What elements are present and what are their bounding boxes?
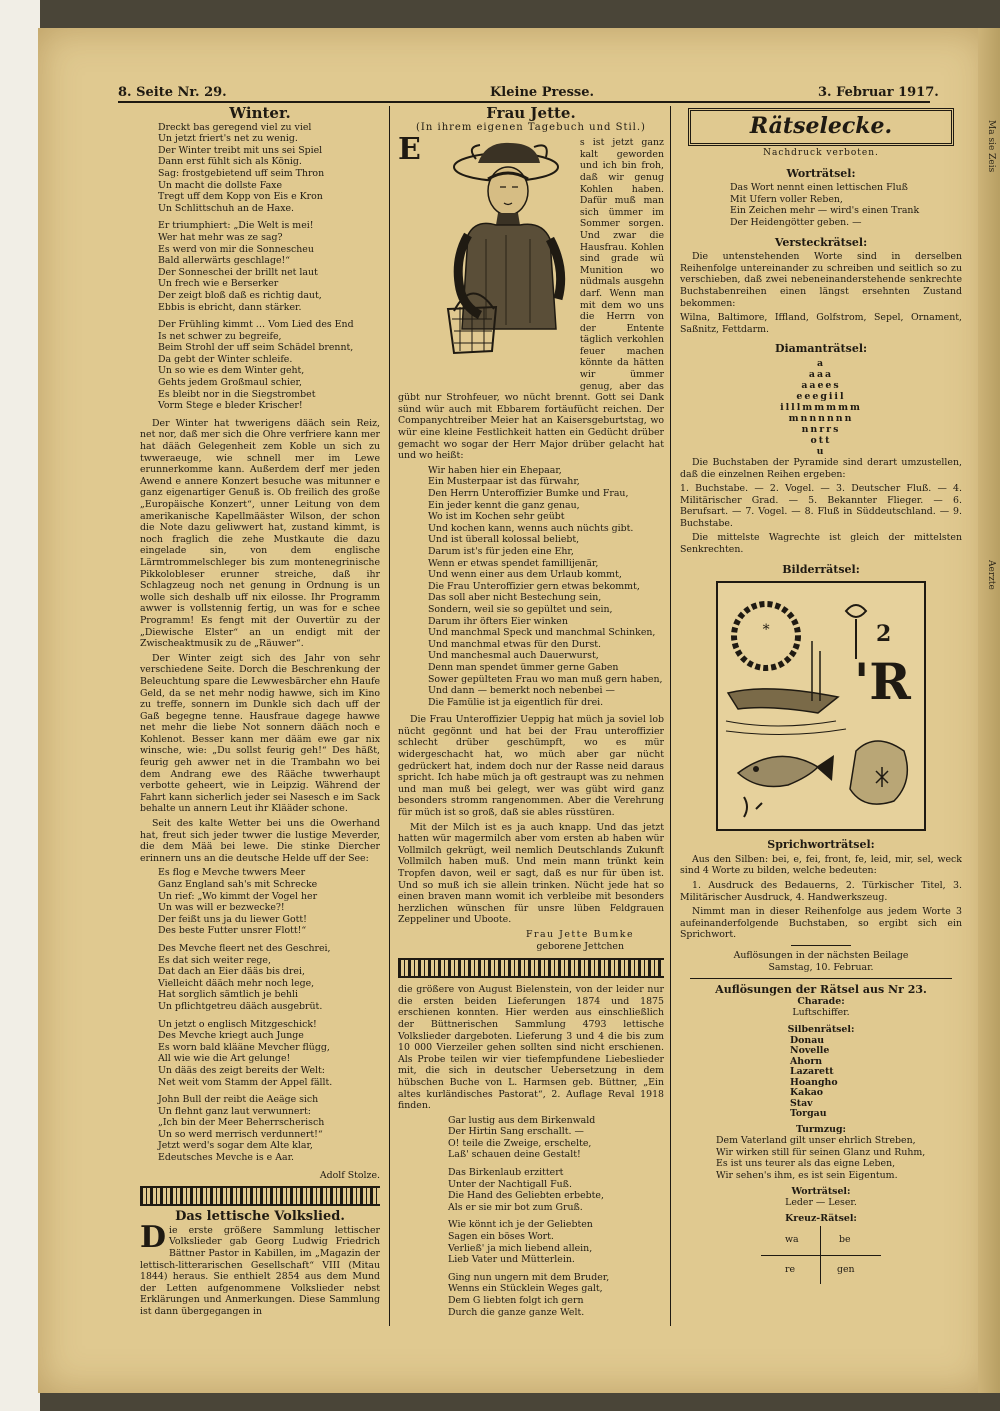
winter-stanza-2 — [158, 220, 380, 313]
poem-line: Wo ist im Kochen sehr geübt — [428, 511, 565, 523]
lied-dropcap: D — [140, 1219, 167, 1255]
frau-poem — [428, 465, 664, 708]
diamant-note: Die mittelste Wagrechte ist gleich der mittelsten Senkrechten. — [680, 532, 962, 556]
answer-word: Donau — [790, 1034, 825, 1046]
poem-line: Un rief: „Wo kimmt der Vogel her — [158, 890, 318, 902]
diamant-title: Diamanträtsel: — [774, 342, 868, 356]
poem-line: Vielleicht dääch mehr noch lege, — [158, 977, 315, 989]
poem-line: Ganz England sah's mit Schrecke — [158, 879, 318, 890]
poem-line: Laß' schauen deine Gestalt! — [448, 1149, 581, 1161]
winter-stanza-7 — [158, 1094, 380, 1164]
turm-title: Turmzug: — [796, 1123, 846, 1135]
column-raetselecke — [680, 108, 962, 1284]
riddle-line: Der Heidengötter geben. — — [730, 216, 862, 228]
poem-line: Durch die ganze ganze Welt. — [448, 1306, 585, 1318]
poem-line: Tregt uff dem Kopp von Eis e Kron — [158, 191, 323, 203]
lied-title: Das lettische Volkslied. — [175, 1209, 345, 1225]
rebus-picture — [716, 581, 926, 831]
poem-line: Der Hirtin Sang erschallt. — — [448, 1126, 584, 1138]
spruch-title: Sprichworträtsel: — [767, 838, 875, 852]
charade-title: Charade: — [797, 995, 845, 1007]
aufl-title: Auflösungen der Rätsel aus Nr 23. — [715, 983, 927, 997]
poem-line: Er triumphiert: „Die Welt is mei! — [158, 220, 314, 232]
answer-word: Stav — [790, 1097, 813, 1109]
lied-poem-3 — [448, 1219, 664, 1265]
poem-line: Vorm Stege e bleder Krischer! — [158, 400, 303, 412]
poem-line: Wer hat mehr was ze sag? — [158, 231, 283, 243]
scan-background — [0, 0, 40, 1411]
column-rule-1 — [389, 106, 390, 1326]
edge-text-lower: Aerzte — [986, 560, 996, 590]
poem-line: Wenn er etwas spendet famillijenär, — [428, 557, 599, 569]
poem-line: Darum ihr öfters Eier winken — [428, 615, 568, 627]
answer-line: Wir wirken still für seinen Glanz und Ruhm, — [716, 1146, 926, 1158]
frau-paragraph-1: Die Frau Unteroffizier Ueppig hat müch ja soviel lob nücht gegönnt und hat bei der Frau unteroffizier schlecht drüber geschümpft, wo es mür widergeschacht hat, wo müch aber gar nücht gedrückert hat, indem doch nur der Rasse neid daraus spricht. Ich habe müch ja oft gestraupt was zu nehmen und man muß bei gelegt, wer was gübt wird ganz besonders stromm rangenommen. Aber die Verehrung für müch ist so groß, daß sie ables rüsstüren. — [398, 714, 664, 819]
short-rule — [791, 945, 851, 946]
spruch-note: Nimmt man in dieser Reihenfolge aus jedem Worte 3 aufeinanderfolgende Buchstaben, so ergibt sich ein Sprichwort. — [680, 906, 962, 941]
frau-signature-sub: geborene Jettchen — [536, 940, 624, 952]
diamant-pyramid — [680, 358, 962, 457]
poem-line: Wie könnt ich je der Geliebten — [448, 1219, 593, 1231]
winter-stanza-6 — [158, 1019, 380, 1089]
poem-line: Sower gepülteten Frau wo man muß gern haben, — [428, 673, 663, 685]
winter-stanza-3 — [158, 319, 380, 412]
poem-line: Es dat sich weiter rege, — [158, 954, 271, 966]
poem-line: Das Birkenlaub erzittert — [448, 1167, 564, 1179]
poem-line: Ein jeder kennt die ganz genau, — [428, 499, 580, 511]
poem-line: Des Mevche kriegt auch Junge — [158, 1030, 304, 1042]
poem-line: Un so wie es dem Winter geht, — [158, 365, 305, 377]
lied-poem-4 — [448, 1272, 664, 1318]
header-page-number: 8. Seite Nr. 29. — [118, 85, 227, 100]
raetsel-title: Rätselecke. — [749, 113, 893, 139]
poem-line: Ebbis is ebricht, dann stärker. — [158, 301, 302, 313]
edge-text-upper: Ma sie Zeis — [986, 120, 996, 173]
poem-line: Un jetzt friert's net zu wenig. — [158, 133, 298, 145]
poem-line: Es werd von mir die Sonnescheu — [158, 243, 314, 255]
poem-line: Und manchmal etwas für den Durst. — [428, 638, 602, 650]
frau-signature: Frau Jette Bumke — [525, 928, 634, 940]
diamant-row: aaa — [808, 368, 834, 380]
diamant-row: eeegiil — [796, 390, 846, 402]
poem-line: Un Schlittschuh an de Haxe. — [158, 202, 295, 214]
poem-line: John Bull der reibt die Aeäge sich — [158, 1094, 319, 1106]
winter-paragraph-2: Der Winter zeigt sich des Jahr von sehr verschiedene Seite. Dorch die Beschrenkung der Beleuchtung spare die Lewwesbärcher ehn Haufe Geld, da se net mehr nodig hawwe, sich im Kino zu treffe, sonnern im Dunkle sich dach uff der Gaß begegne tenne. Hausfraue dagege hawwe net mehr die liebe Not sonnern dääch noch e Kohlenot. Besser kann mer dääm ewe gar nix winsche, wie: „Du sollst feurig geh!“ Des häßt, feurig geh awwer net in die Trambahn wo bei dem Andrang ewe des Rääche twwerhaupt verbotte geheert, wie in Leipzig. Während der Fahrt kann sicherlich jeder sei Nasesch e im Sack behalte un annern Leut ihr Klääder schone. — [140, 652, 380, 815]
poem-line: Denn man spendet ümmer gerne Gaben — [428, 661, 619, 673]
poem-line: Lieb Vater und Mütterlein. — [448, 1254, 575, 1266]
kreuz-cell: re — [785, 1264, 796, 1276]
diamant-text: Die Buchstaben der Pyramide sind derart umzustellen, daß die einzelnen Reihen ergeben: — [680, 456, 962, 480]
poem-line: Und wenn einer aus dem Urlaub kommt, — [428, 569, 622, 581]
poem-line: Der Frühling kimmt … Vom Lied des End — [158, 319, 354, 331]
poem-line: Der zeigt bloß daß es richtig daut, — [158, 289, 322, 301]
poem-line: Die Famülie ist ja eigentlich für drei. — [428, 696, 604, 708]
winter-stanza-1 — [158, 122, 380, 215]
poem-line: Is net schwer zu begreife, — [158, 330, 282, 342]
poem-line: Ging nun ungern mit dem Bruder, — [448, 1271, 610, 1283]
poem-line: Es flog e Mevche twwers Meer — [158, 867, 306, 879]
bilder-title: Bilderrätsel: — [782, 562, 860, 576]
poem-line: Gar lustig aus dem Birkenwald — [448, 1114, 596, 1126]
poem-line: Da gebt der Winter schleife. — [158, 353, 293, 365]
column-rule-2 — [670, 106, 671, 1326]
winter-paragraph-1: Der Winter hat twwerigens dääch sein Reiz, net nor, daß mer sich die Ohre verfriere kann mer hat dääch Gelegenheit zem Koble un sich zu twweraeuge, wie schnell mer im Lewe erunnerkomme kann. Außerdem derf mer jeden Awend e annere Konzert besuche was mitunner e ganz eigenartiger Genuß is. Ob freilich des große „Europäische Konzert“, unner Leitung von dem amerikanische Kapellmääster Wilson, der schon die Note dazu geliwwert hat, zustand kimmt, is noch fraglich die zehe Mustkaute die dazu eingelade sin, von dem englische Lärmtrommelschleger bis zum montenegrinische Pikkolobleser erunner streiche, daß ihr Schlagzeug noch net genung in Ordnung is un wolle sich deshalb uff nix eilosse. Ihr Programm awwer is vollstennig fertig, un was for e schee Programm! Es fengt mit der Ouvertür zu der „Diewische Elster“ an un endigt mit der Zwischeaktmusik zu de „Räuwer“. — [140, 417, 380, 650]
poem-line: Des Mevche fleert net des Geschrei, — [158, 942, 331, 954]
poem-line: Das soll aber nicht Bestechung sein, — [428, 592, 602, 604]
poem-line: Dat dach an Eier dääs bis drei, — [158, 966, 305, 978]
poem-line: Jetzt werd's sogar dem Alte klar, — [158, 1140, 313, 1152]
poem-line: Es bleibt nor in die Siegstrombet — [158, 388, 316, 400]
raetsel-title-box — [688, 108, 954, 146]
poem-line: Un flehnt ganz laut verwunnert: — [158, 1105, 311, 1117]
poem-line: Bald allerwärts geschlage!“ — [158, 255, 291, 267]
poem-line: Dann erst fühlt sich als König. — [158, 156, 302, 168]
aufl-note-1: Auflösungen in der nächsten Beilage — [733, 950, 909, 961]
poem-line: Un pflichtgetreu dääch ausgebrüt. — [158, 1000, 323, 1012]
answer-word: Kakao — [790, 1087, 824, 1099]
kreuz-cell: wa — [785, 1234, 799, 1246]
poem-line: Und manchesmal auch Dauerwurst, — [428, 650, 599, 662]
spruch-list: 1. Ausdruck des Bedauerns, 2. Türkischer Titel, 3. Militärischer Ausdruck, 4. Handwerkszeug. — [680, 880, 962, 903]
riddle-line: Das Wort nennt einen lettischen Fluß — [730, 182, 908, 194]
lied-poem-1 — [448, 1115, 664, 1161]
poem-line: Der Sonneschei der brillt net laut — [158, 266, 318, 278]
poem-line: Sondern, weil sie so gepültet und sein, — [428, 603, 613, 615]
adjacent-page-edge — [978, 28, 1000, 1393]
poem-line: Gehts jedem Großmaul schier, — [158, 377, 302, 389]
poem-line: Un so werd merrisch verdunnert!“ — [158, 1128, 323, 1140]
ornamental-divider — [140, 1186, 380, 1206]
poem-line: Edeutsches Mevche is e Aar. — [158, 1152, 295, 1164]
lied-continued: die größere von August Bielenstein, von der leider nur die ersten beiden Lieferungen 1874 und 1875 erschienen konnten. Hier werden aus einschließlich der Büttnerischen Sammlung 4793 lettische Volkslieder dargeboten. Lieferung 3 und 4 die bis zum 10 000 Vierzeiler gehen sollten sind nicht erschienen. Als Probe teilen wir vier tiefempfundene Liebeslieder mit, die sich in deutscher Uebersetzung in dem hübschen Buche von L. Harmsen geb. Büttner, „Ein altes kurländisches Pastorat“, 2. Auflage Reval 1918 finden. — [398, 984, 664, 1112]
turm-answer — [716, 1135, 962, 1181]
poem-line: Beim Strohl der uff seim Schädel brennt, — [158, 342, 354, 354]
wort2-title: Worträtsel: — [791, 1185, 851, 1197]
diamant-row: nnrrs — [801, 423, 841, 435]
versteck-text: Die untenstehenden Worte sind in derselben Reihenfolge untereinander zu schreiben und seitlich so zu verschieben, daß zwei nebeneinanderstehende senkrechte Buchstabenreihen einen längst ersehnten Zustand bekommen: — [680, 251, 962, 309]
frau-intro: s ist jetzt ganz kalt geworden und ich bin froh, daß wir genug Kohlen haben. Dafür muß man sich ümmer im Sommer sorgen. Und zwar die Hausfrau. Kohlen sind grade wü Munition wo nüdmals ausgehn darf. Wenn man mit dem wo uns die Herrn von der Entente täglich verkohlen feuer machen könnte da hätten wir ümmer genug, aber das gübt nur Strohfeuer, wo nücht brennt. Gott sei Dank sünd wür auch mit Ebbarem fortäufücht reichen. Der Companychtreiber Meier hat an Kaisersgeburtstag, wo wür eine kleine Festlichkeit hatten ein Gedücht drüber gemacht wo sogar der Herr Major drüber gelacht hat und wo heißt: — [398, 137, 664, 462]
riddle-line: Mit Ufern voller Reben, — [730, 193, 843, 205]
poem-line: Und dann — bemerkt noch nebenbei — — [428, 685, 615, 697]
rebus-mark-two: 2 — [876, 621, 892, 648]
poem-line: Der feißt uns ja du liewer Gott! — [158, 913, 307, 925]
poem-line: Un frech wie e Berserker — [158, 278, 279, 290]
poem-line: Sag: frostgebietend uff seim Thron — [158, 167, 325, 179]
poem-line: Und manchmal Speck und manchmal Schinken, — [428, 627, 656, 639]
poem-line: Und kochen kann, wenns auch nüchts gibt. — [428, 522, 634, 534]
header-date: 3. Februar 1917. — [818, 85, 939, 100]
poem-line: Net weit vom Stamm der Appel fällt. — [158, 1076, 333, 1088]
answer-line: Wir sehen's ihm, es ist sein Eigentum. — [716, 1169, 898, 1181]
poem-line: Und ist überall kolossal beliebt, — [428, 534, 580, 546]
poem-line: Sagen ein böses Wort. — [448, 1231, 554, 1243]
wort-title: Worträtsel: — [786, 166, 856, 180]
poem-line: Wenns ein Stücklein Weges galt, — [448, 1283, 603, 1295]
versteck-title: Versteckrätsel: — [774, 235, 868, 249]
diamant-row: mnnnnnn — [788, 412, 854, 424]
winter-stanza-4 — [158, 867, 380, 937]
diamant-row: illlmmmmm — [780, 401, 862, 413]
poem-line: Darum ist's für jeden eine Ehr, — [428, 545, 574, 557]
wort-riddle — [730, 182, 962, 228]
kreuz-line-horizontal — [761, 1255, 881, 1256]
kreuz-title: Kreuz-Rätsel: — [785, 1212, 857, 1224]
poem-line: Wir haben hier ein Ehepaar, — [428, 464, 562, 476]
kreuz-cell: gen — [837, 1264, 855, 1276]
header-rule — [118, 101, 930, 103]
winter-stanza-5 — [158, 943, 380, 1013]
riddle-line: Ein Zeichen mehr — wird's einen Trank — [730, 205, 920, 217]
poem-line: „Ich bin der Meer Beherrscherisch — [158, 1117, 325, 1129]
rebus-mark-r: 'R — [854, 652, 911, 712]
column-winter — [140, 104, 380, 1321]
winter-paragraph-3: Seit des kalte Wetter bei uns die Owerhand hat, freut sich jeder twwer die lustige Meverder, die dem Mää bei lewe. Die stinke Diercher erinnern uns an die deutsche Helde uff der See: — [140, 818, 380, 864]
poem-line: Die Frau Unteroffizier gern etwas bekommt, — [428, 580, 640, 592]
answer-word: Torgau — [790, 1108, 827, 1120]
diamant-row: u — [816, 445, 826, 457]
lied-poem-2 — [448, 1167, 664, 1213]
lied-paragraph: ie erste größere Sammlung lettischer Volkslieder gab Georg Ludwig Friedrich Bättner Pastor in Kabillen, im „Magazin der lettisch-litterarischen Gesellschaft“ VIII (Mitau 1844) heraus. Sie enthielt 2854 aus dem Mund der Letten aufgenommene Volkslieder nebst Erklärungen und Anmerkungen. Diese Sammlung ist dann übergegangen in — [140, 1224, 380, 1317]
answer-word: Hoangho — [790, 1076, 838, 1088]
answer-word: Novelle — [790, 1045, 830, 1057]
frau-paragraph-2: Mit der Milch ist es ja auch knapp. Und das jetzt hatten wür magermilch aber vom ersten ab haben wür Vollmilch gekrügt, weil nemlich Deutschlands Zukunft Vollmilch haben muß. Und mein mann trünkt kein Tropfen davon, weil er sagt, daß es nur für üben ist. Und so muß ich sie allein trinken. Nücht jede hat so einen braven mann womit ich verbleibe mit besonders herzlichen wünschen für unsre lüben Feldgrauen Zeppeliner und Uboote. — [398, 821, 664, 926]
header-newspaper-title: Kleine Presse. — [490, 85, 595, 100]
poem-line: O! teile die Zweige, erschelte, — [448, 1137, 592, 1149]
ornamental-divider — [398, 958, 664, 978]
column-frau-jette — [398, 104, 664, 1324]
spruch-text: Aus den Silben: bei, e, fei, front, fe, leid, mir, sel, weck sind 4 Worte zu bilden, welche bedeuten: — [680, 853, 962, 877]
section-rule — [690, 978, 952, 979]
poem-line: Den Herrn Unteroffizier Bumke und Frau, — [428, 488, 629, 499]
answer-line: Dem Vaterland gilt unser ehrlich Streben, — [716, 1135, 916, 1147]
raetsel-subtitle: Nachdruck verboten. — [763, 148, 879, 158]
poem-line: Unter der Nachtigall Fuß. — [448, 1178, 572, 1190]
poem-line: Un macht die dollste Faxe — [158, 179, 283, 191]
poem-line: Es worn bald klääne Mevcher flügg, — [158, 1041, 330, 1053]
diamant-row: ott — [810, 434, 832, 446]
poem-line: Un was will er bezwecke?! — [158, 902, 285, 914]
poem-line: Ein Musterpaar ist das fürwahr, — [428, 476, 580, 488]
poem-line: Un dääs des zeigt bereits der Welt: — [158, 1064, 325, 1076]
poem-line: All wie wie die Art gelunge! — [158, 1053, 291, 1065]
diamant-list: 1. Buchstabe. — 2. Vogel. — 3. Deutscher Fluß. — 4. Militärischer Grad. — 5. Bekannter Flieger. — 6. Berufsart. — 7. Vogel. — 8. Fluß in Süddeutschland. — 9. Buchstabe. — [680, 483, 962, 529]
poem-line: Die Hand des Geliebten erbebte, — [448, 1190, 604, 1202]
silben-answers — [790, 1036, 962, 1120]
frau-subtitle: (In ihrem eigenen Tagebuch und Stil.) — [416, 121, 646, 133]
poem-line: Des beste Futter unsrer Flott!“ — [158, 925, 307, 937]
aufl-note-2: Samstag, 10. Februar. — [768, 961, 874, 973]
poem-line: Dreckt bas geregend viel zu viel — [158, 121, 312, 133]
answer-word: Ahorn — [790, 1055, 823, 1067]
versteck-words: Wilna, Baltimore, Iffland, Golfstrom, Sepel, Ornament, Saßnitz, Fettdarm. — [680, 312, 962, 335]
frau-title: Frau Jette. — [486, 104, 576, 122]
wort2-answer: Leder — Leser. — [785, 1197, 857, 1209]
kreuz-cell: be — [839, 1234, 851, 1246]
charade-answer: Luftschiffer. — [792, 1007, 850, 1019]
poem-line: Verließ' ja mich liebend allein, — [448, 1242, 593, 1254]
woman-illustration — [446, 139, 574, 379]
silben-title: Silbenrätsel: — [787, 1023, 855, 1035]
diamant-row: aaees — [801, 379, 841, 391]
answer-line: Es ist uns teurer als das eigne Leben, — [716, 1158, 896, 1170]
diamant-row: a — [816, 357, 826, 369]
poem-line: Hat sorglich sämtlich je behli — [158, 989, 299, 1001]
poem-line: Der Winter treibt mit uns sei Spiel — [158, 144, 323, 156]
poem-line: Als er sie mir bot zum Gruß. — [448, 1201, 583, 1213]
winter-title: Winter. — [229, 104, 291, 122]
poem-line: Dem G liebten folgt ich gern — [448, 1295, 584, 1306]
rebus-mark-asterisk: ∗ — [761, 619, 771, 636]
kreuz-grid — [761, 1226, 881, 1284]
poem-line: Un jetzt o englisch Mitzgeschick! — [158, 1018, 317, 1030]
frau-dropcap: E — [398, 132, 421, 168]
answer-word: Lazarett — [790, 1066, 834, 1078]
winter-author: Adolf Stolze. — [319, 1169, 380, 1181]
